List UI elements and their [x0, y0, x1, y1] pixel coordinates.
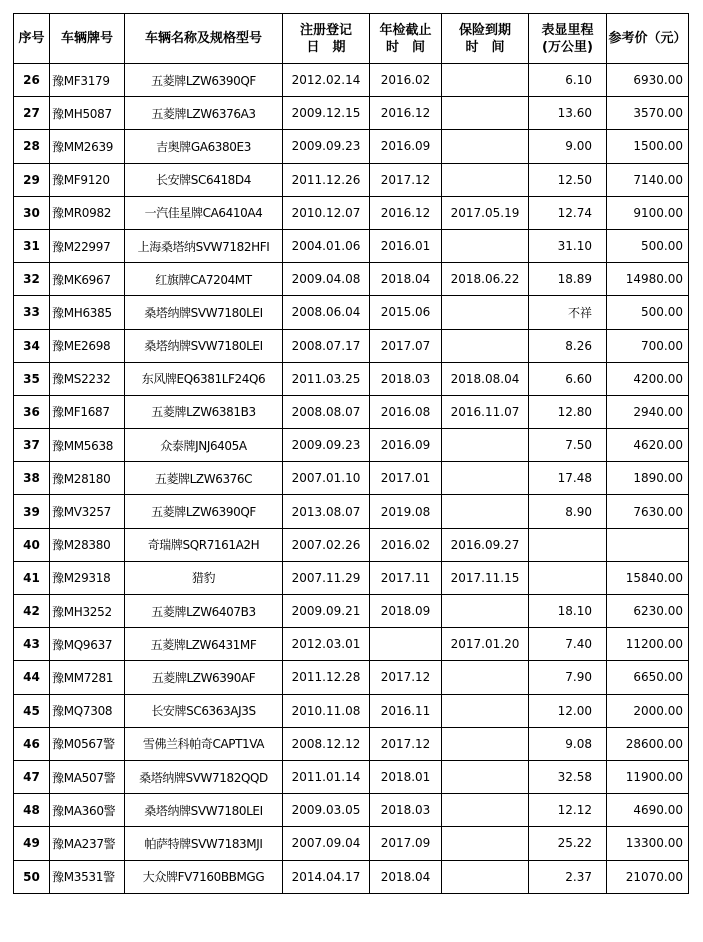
cell-price: 4690.00	[607, 794, 689, 827]
cell-mileage: 不祥	[529, 296, 607, 329]
cell-insurance	[442, 462, 529, 495]
cell-reg-date: 2013.08.07	[283, 495, 370, 528]
cell-vehicle-name: 五菱牌LZW6376C	[125, 462, 283, 495]
cell-mileage: 7.90	[529, 661, 607, 694]
cell-insurance	[442, 860, 529, 893]
cell-mileage: 18.10	[529, 595, 607, 628]
table-row	[14, 595, 689, 628]
cell-vehicle-name: 长安牌SC6418D4	[125, 163, 283, 196]
cell-no: 50	[14, 860, 50, 893]
table-row	[14, 229, 689, 262]
cell-price: 11200.00	[607, 628, 689, 661]
cell-vehicle-name: 东风牌EQ6381LF24Q6	[125, 362, 283, 395]
cell-price: 6930.00	[607, 64, 689, 97]
cell-reg-date: 2007.02.26	[283, 528, 370, 561]
cell-plate: 豫MF9120	[50, 163, 125, 196]
cell-price: 1890.00	[607, 462, 689, 495]
cell-plate: 豫M29318	[50, 561, 125, 594]
cell-inspection: 2018.01	[370, 760, 442, 793]
header-mile-line1: 表显里程	[541, 22, 594, 38]
cell-inspection: 2017.11	[370, 561, 442, 594]
header-insurance	[442, 14, 529, 64]
cell-mileage: 17.48	[529, 462, 607, 495]
cell-insurance	[442, 827, 529, 860]
cell-vehicle-name: 五菱牌LZW6390QF	[125, 495, 283, 528]
cell-price: 4200.00	[607, 362, 689, 395]
cell-reg-date: 2010.12.07	[283, 196, 370, 229]
cell-vehicle-name: 奇瑞牌SQR7161A2H	[125, 528, 283, 561]
cell-no: 38	[14, 462, 50, 495]
cell-reg-date: 2004.01.06	[283, 229, 370, 262]
cell-insurance	[442, 694, 529, 727]
cell-reg-date: 2011.12.26	[283, 163, 370, 196]
cell-no: 28	[14, 130, 50, 163]
cell-mileage	[529, 561, 607, 594]
cell-price: 7140.00	[607, 163, 689, 196]
cell-plate: 豫MS2232	[50, 362, 125, 395]
cell-mileage: 6.10	[529, 64, 607, 97]
cell-reg-date: 2010.11.08	[283, 694, 370, 727]
cell-plate: 豫M22997	[50, 229, 125, 262]
table-row	[14, 97, 689, 130]
cell-price: 9100.00	[607, 196, 689, 229]
cell-reg-date: 2009.09.21	[283, 595, 370, 628]
cell-insurance	[442, 97, 529, 130]
cell-reg-date: 2011.01.14	[283, 760, 370, 793]
cell-inspection: 2017.09	[370, 827, 442, 860]
cell-vehicle-name: 桑塔纳牌SVW7180LEI	[125, 794, 283, 827]
table-row	[14, 362, 689, 395]
cell-inspection: 2017.07	[370, 329, 442, 362]
cell-reg-date: 2007.11.29	[283, 561, 370, 594]
cell-insurance	[442, 296, 529, 329]
cell-insurance	[442, 794, 529, 827]
cell-reg-date: 2009.09.23	[283, 429, 370, 462]
cell-inspection: 2018.09	[370, 595, 442, 628]
cell-reg-date: 2011.03.25	[283, 362, 370, 395]
cell-price: 13300.00	[607, 827, 689, 860]
cell-mileage: 25.22	[529, 827, 607, 860]
cell-plate: 豫MQ7308	[50, 694, 125, 727]
cell-vehicle-name: 众泰牌JNJ6405A	[125, 429, 283, 462]
cell-vehicle-name: 桑塔纳牌SVW7182QQD	[125, 760, 283, 793]
header-insp-line1: 年检截止	[379, 22, 432, 38]
cell-reg-date: 2009.09.23	[283, 130, 370, 163]
cell-plate: 豫MH3252	[50, 595, 125, 628]
table-row	[14, 196, 689, 229]
cell-mileage: 8.26	[529, 329, 607, 362]
cell-plate: 豫M28180	[50, 462, 125, 495]
cell-insurance: 2016.09.27	[442, 528, 529, 561]
table-row	[14, 130, 689, 163]
cell-inspection: 2016.09	[370, 429, 442, 462]
cell-vehicle-name: 五菱牌LZW6381B3	[125, 395, 283, 428]
cell-mileage: 6.60	[529, 362, 607, 395]
cell-vehicle-name: 上海桑塔纳SVW7182HFI	[125, 229, 283, 262]
cell-no: 45	[14, 694, 50, 727]
header-reg-date	[283, 14, 370, 64]
cell-reg-date: 2007.01.10	[283, 462, 370, 495]
cell-inspection: 2018.04	[370, 860, 442, 893]
cell-vehicle-name: 桑塔纳牌SVW7180LEI	[125, 329, 283, 362]
header-name: 车辆名称及规格型号	[125, 14, 283, 64]
cell-inspection: 2018.04	[370, 263, 442, 296]
cell-insurance: 2018.08.04	[442, 362, 529, 395]
cell-inspection: 2018.03	[370, 362, 442, 395]
table-body	[14, 64, 689, 894]
cell-vehicle-name: 长安牌SC6363AJ3S	[125, 694, 283, 727]
cell-vehicle-name: 大众牌FV7160BBMGG	[125, 860, 283, 893]
cell-reg-date: 2009.12.15	[283, 97, 370, 130]
cell-insurance: 2017.01.20	[442, 628, 529, 661]
cell-no: 35	[14, 362, 50, 395]
table-row	[14, 429, 689, 462]
cell-mileage: 7.40	[529, 628, 607, 661]
cell-no: 41	[14, 561, 50, 594]
cell-insurance	[442, 495, 529, 528]
table-row	[14, 794, 689, 827]
header-ins-line1: 保险到期	[458, 22, 511, 38]
table-row	[14, 694, 689, 727]
cell-plate: 豫MM5638	[50, 429, 125, 462]
cell-inspection: 2016.11	[370, 694, 442, 727]
cell-no: 32	[14, 263, 50, 296]
cell-no: 31	[14, 229, 50, 262]
cell-price: 11900.00	[607, 760, 689, 793]
header-no: 序号	[14, 14, 50, 64]
cell-mileage: 7.50	[529, 429, 607, 462]
cell-inspection: 2016.02	[370, 64, 442, 97]
cell-price: 1500.00	[607, 130, 689, 163]
cell-inspection: 2016.12	[370, 97, 442, 130]
cell-no: 49	[14, 827, 50, 860]
cell-inspection: 2019.08	[370, 495, 442, 528]
cell-no: 37	[14, 429, 50, 462]
cell-price: 3570.00	[607, 97, 689, 130]
cell-plate: 豫M28380	[50, 528, 125, 561]
vehicle-table	[13, 13, 689, 894]
cell-no: 29	[14, 163, 50, 196]
cell-plate: 豫MA360警	[50, 794, 125, 827]
cell-plate: 豫MR0982	[50, 196, 125, 229]
header-insp-line2: 时 间	[385, 39, 425, 55]
cell-no: 36	[14, 395, 50, 428]
cell-inspection: 2017.01	[370, 462, 442, 495]
cell-vehicle-name: 帕萨特牌SVW7183MJI	[125, 827, 283, 860]
cell-price: 4620.00	[607, 429, 689, 462]
table-row	[14, 827, 689, 860]
cell-insurance: 2018.06.22	[442, 263, 529, 296]
cell-no: 47	[14, 760, 50, 793]
table-row	[14, 561, 689, 594]
cell-inspection: 2017.12	[370, 727, 442, 760]
cell-plate: 豫MF1687	[50, 395, 125, 428]
cell-reg-date: 2009.03.05	[283, 794, 370, 827]
cell-insurance	[442, 229, 529, 262]
cell-price: 700.00	[607, 329, 689, 362]
cell-vehicle-name: 红旗牌CA7204MT	[125, 263, 283, 296]
cell-plate: 豫MF3179	[50, 64, 125, 97]
cell-insurance	[442, 760, 529, 793]
cell-mileage: 32.58	[529, 760, 607, 793]
table-row	[14, 296, 689, 329]
cell-inspection: 2016.01	[370, 229, 442, 262]
cell-mileage: 13.60	[529, 97, 607, 130]
cell-reg-date: 2008.08.07	[283, 395, 370, 428]
table-row	[14, 64, 689, 97]
cell-reg-date: 2014.04.17	[283, 860, 370, 893]
cell-insurance	[442, 727, 529, 760]
table-row	[14, 860, 689, 893]
cell-inspection: 2016.09	[370, 130, 442, 163]
cell-reg-date: 2009.04.08	[283, 263, 370, 296]
cell-plate: 豫ME2698	[50, 329, 125, 362]
cell-price: 6230.00	[607, 595, 689, 628]
cell-no: 46	[14, 727, 50, 760]
cell-mileage: 9.00	[529, 130, 607, 163]
cell-insurance	[442, 329, 529, 362]
cell-mileage: 2.37	[529, 860, 607, 893]
cell-price: 500.00	[607, 229, 689, 262]
cell-inspection	[370, 628, 442, 661]
cell-reg-date: 2008.07.17	[283, 329, 370, 362]
cell-plate: 豫MM2639	[50, 130, 125, 163]
cell-insurance	[442, 64, 529, 97]
table-row	[14, 628, 689, 661]
cell-reg-date: 2012.02.14	[283, 64, 370, 97]
cell-vehicle-name: 雪佛兰科帕奇CAPT1VA	[125, 727, 283, 760]
table-row	[14, 495, 689, 528]
cell-insurance	[442, 130, 529, 163]
cell-price: 2940.00	[607, 395, 689, 428]
table-row	[14, 528, 689, 561]
cell-inspection: 2016.02	[370, 528, 442, 561]
cell-reg-date: 2008.12.12	[283, 727, 370, 760]
cell-vehicle-name: 猎豹	[125, 561, 283, 594]
cell-reg-date: 2007.09.04	[283, 827, 370, 860]
table-row	[14, 395, 689, 428]
cell-no: 42	[14, 595, 50, 628]
cell-inspection: 2017.12	[370, 163, 442, 196]
cell-inspection: 2018.03	[370, 794, 442, 827]
cell-reg-date: 2011.12.28	[283, 661, 370, 694]
cell-mileage: 9.08	[529, 727, 607, 760]
cell-mileage: 8.90	[529, 495, 607, 528]
cell-vehicle-name: 五菱牌LZW6390QF	[125, 64, 283, 97]
cell-mileage: 31.10	[529, 229, 607, 262]
cell-price	[607, 528, 689, 561]
cell-plate: 豫MM7281	[50, 661, 125, 694]
header-ins-line2: 时 间	[465, 39, 505, 55]
cell-vehicle-name: 一汽佳星牌CA6410A4	[125, 196, 283, 229]
cell-no: 44	[14, 661, 50, 694]
cell-mileage: 12.00	[529, 694, 607, 727]
header-plate: 车辆牌号	[50, 14, 125, 64]
cell-vehicle-name: 吉奥牌GA6380E3	[125, 130, 283, 163]
table-row	[14, 661, 689, 694]
cell-vehicle-name: 五菱牌LZW6407B3	[125, 595, 283, 628]
cell-no: 43	[14, 628, 50, 661]
cell-mileage: 12.74	[529, 196, 607, 229]
header-mile-line2: (万公里)	[542, 39, 593, 55]
cell-reg-date: 2012.03.01	[283, 628, 370, 661]
cell-insurance: 2016.11.07	[442, 395, 529, 428]
table-row	[14, 727, 689, 760]
table-row	[14, 263, 689, 296]
cell-no: 26	[14, 64, 50, 97]
cell-mileage: 12.12	[529, 794, 607, 827]
cell-plate: 豫M3531警	[50, 860, 125, 893]
cell-no: 39	[14, 495, 50, 528]
cell-vehicle-name: 五菱牌LZW6390AF	[125, 661, 283, 694]
cell-mileage: 12.80	[529, 395, 607, 428]
cell-insurance	[442, 661, 529, 694]
cell-mileage: 12.50	[529, 163, 607, 196]
cell-plate: 豫MA507警	[50, 760, 125, 793]
cell-insurance	[442, 595, 529, 628]
table-header-row	[14, 14, 689, 64]
cell-inspection: 2015.06	[370, 296, 442, 329]
cell-vehicle-name: 五菱牌LZW6376A3	[125, 97, 283, 130]
cell-plate: 豫MK6967	[50, 263, 125, 296]
cell-plate: 豫MA237警	[50, 827, 125, 860]
header-reg-line1: 注册登记	[299, 22, 352, 38]
cell-vehicle-name: 五菱牌LZW6431MF	[125, 628, 283, 661]
table-row	[14, 462, 689, 495]
cell-price: 14980.00	[607, 263, 689, 296]
cell-mileage	[529, 528, 607, 561]
cell-inspection: 2016.08	[370, 395, 442, 428]
cell-no: 27	[14, 97, 50, 130]
cell-plate: 豫M0567警	[50, 727, 125, 760]
cell-price: 2000.00	[607, 694, 689, 727]
cell-insurance	[442, 163, 529, 196]
cell-no: 40	[14, 528, 50, 561]
cell-price: 21070.00	[607, 860, 689, 893]
cell-price: 7630.00	[607, 495, 689, 528]
cell-plate: 豫MV3257	[50, 495, 125, 528]
cell-plate: 豫MH5087	[50, 97, 125, 130]
table-row	[14, 163, 689, 196]
cell-no: 34	[14, 329, 50, 362]
cell-no: 48	[14, 794, 50, 827]
table-row	[14, 329, 689, 362]
cell-insurance: 2017.05.19	[442, 196, 529, 229]
cell-mileage: 18.89	[529, 263, 607, 296]
cell-no: 33	[14, 296, 50, 329]
table-row	[14, 760, 689, 793]
header-price: 参考价（元）	[607, 14, 689, 64]
header-inspection	[370, 14, 442, 64]
cell-price: 6650.00	[607, 661, 689, 694]
cell-inspection: 2017.12	[370, 661, 442, 694]
cell-inspection: 2016.12	[370, 196, 442, 229]
cell-price: 15840.00	[607, 561, 689, 594]
cell-price: 500.00	[607, 296, 689, 329]
cell-no: 30	[14, 196, 50, 229]
cell-plate: 豫MQ9637	[50, 628, 125, 661]
cell-reg-date: 2008.06.04	[283, 296, 370, 329]
cell-insurance: 2017.11.15	[442, 561, 529, 594]
header-mileage	[529, 14, 607, 64]
cell-vehicle-name: 桑塔纳牌SVW7180LEI	[125, 296, 283, 329]
header-reg-line2: 日 期	[306, 39, 346, 55]
cell-price: 28600.00	[607, 727, 689, 760]
cell-insurance	[442, 429, 529, 462]
cell-plate: 豫MH6385	[50, 296, 125, 329]
